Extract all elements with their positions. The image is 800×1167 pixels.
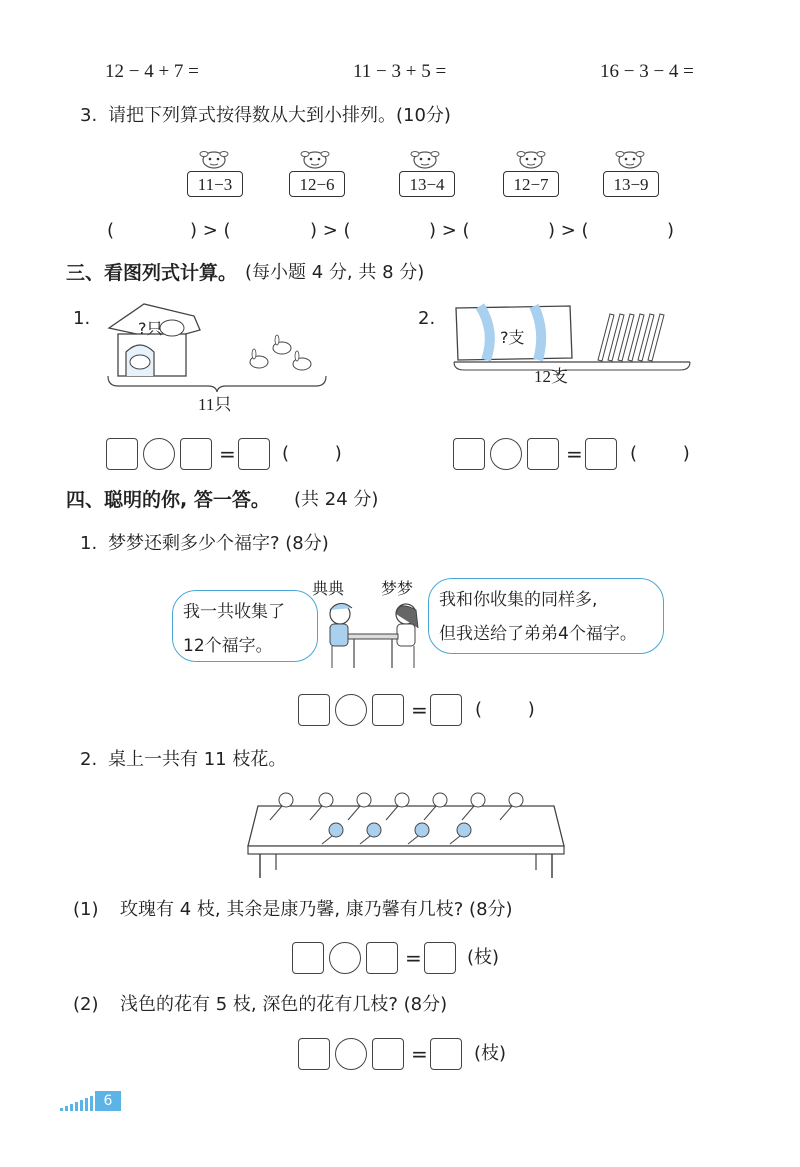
- equation-3: 16 − 3 − 4 =: [600, 61, 694, 82]
- answer-box[interactable]: [527, 438, 559, 470]
- speech-bubble-right: [428, 578, 664, 654]
- s3-p1-total-label: 11只: [198, 395, 232, 414]
- operator-circle[interactable]: [329, 942, 361, 974]
- pen-gift-box-illustration: [450, 302, 700, 382]
- s3-p2-hidden-label: ?支: [500, 328, 525, 347]
- operator-circle[interactable]: [143, 438, 175, 470]
- cow-mascot-icon: [298, 147, 332, 169]
- cow-mascot-icon: [408, 147, 442, 169]
- section-3-note: (每小题 4 分, 共 8 分): [245, 262, 425, 283]
- s4-q2-sub1-label: (1): [73, 899, 99, 920]
- equation-1: 12 − 4 + 7 =: [105, 61, 199, 82]
- s3-p1-hidden-label: ?只: [138, 319, 163, 338]
- order-slot-1[interactable]: ) > (: [190, 220, 231, 241]
- result-box[interactable]: [430, 1038, 462, 1070]
- order-slot-open: (: [107, 220, 115, 241]
- unit-blank[interactable]: ( ): [475, 699, 535, 720]
- section-3-title: 三、看图列式计算。: [66, 262, 238, 284]
- answer-box[interactable]: [180, 438, 212, 470]
- answer-box[interactable]: [366, 942, 398, 974]
- equals-sign: =: [411, 698, 428, 722]
- bubble-left-line-2: 12个福字。: [183, 636, 273, 656]
- section-4-title: 四、聪明的你, 答一答。: [66, 489, 270, 511]
- s4-q2-sub1-text: 玫瑰有 4 枝, 其余是康乃馨, 康乃馨有几枝? (8分): [120, 899, 513, 920]
- page-bars-icon: [60, 1096, 94, 1111]
- cow-mascot-icon: [613, 147, 647, 169]
- s4-q2-sub2-label: (2): [73, 994, 99, 1015]
- section-4-note: (共 24 分): [294, 489, 379, 510]
- cow-mascot-icon: [514, 147, 548, 169]
- result-box[interactable]: [424, 942, 456, 974]
- flowers-on-table-illustration: [246, 786, 566, 880]
- answer-box[interactable]: [298, 694, 330, 726]
- result-box[interactable]: [238, 438, 270, 470]
- bubble-right-line-1: 我和你收集的同样多,: [439, 590, 598, 610]
- rabbit-house-illustration: [104, 300, 330, 392]
- order-slot-4[interactable]: ) > (: [548, 220, 589, 241]
- s4-q2-prompt: 桌上一共有 11 枝花。: [108, 749, 287, 770]
- answer-box[interactable]: [298, 1038, 330, 1070]
- result-box[interactable]: [430, 694, 462, 726]
- expression-card-1: 11−3: [187, 171, 243, 197]
- operator-circle[interactable]: [335, 1038, 367, 1070]
- expression-card-3: 13−4: [399, 171, 455, 197]
- unit-label: (枝): [467, 947, 500, 968]
- q3-number: 3.: [80, 105, 98, 126]
- s4-q1-number: 1.: [80, 533, 98, 554]
- page-number: 6: [95, 1091, 121, 1111]
- equals-sign: =: [566, 442, 583, 466]
- speech-bubble-left: [172, 590, 318, 662]
- answer-box[interactable]: [106, 438, 138, 470]
- equation-2: 11 − 3 + 5 =: [353, 61, 447, 82]
- result-box[interactable]: [585, 438, 617, 470]
- unit-blank[interactable]: ( ): [282, 443, 342, 464]
- bubble-left-line-1: 我一共收集了: [183, 602, 285, 622]
- order-slot-2[interactable]: ) > (: [310, 220, 351, 241]
- s3-p2-number: 2.: [418, 308, 436, 329]
- operator-circle[interactable]: [335, 694, 367, 726]
- expression-card-5: 13−9: [603, 171, 659, 197]
- answer-box[interactable]: [372, 694, 404, 726]
- order-slot-close[interactable]: ): [667, 220, 675, 241]
- equals-sign: =: [219, 442, 236, 466]
- s3-p1-number: 1.: [73, 308, 91, 329]
- name-diandian: 典典: [312, 579, 345, 598]
- name-mengmeng: 梦梦: [381, 579, 414, 598]
- cow-mascot-icon: [197, 147, 231, 169]
- answer-box[interactable]: [292, 942, 324, 974]
- s4-q1-prompt: 梦梦还剩多少个福字? (8分): [108, 533, 329, 554]
- unit-blank[interactable]: ( ): [630, 443, 690, 464]
- s4-q2-sub2-text: 浅色的花有 5 枝, 深色的花有几枝? (8分): [120, 994, 448, 1015]
- equals-sign: =: [405, 946, 422, 970]
- order-slot-3[interactable]: ) > (: [429, 220, 470, 241]
- s4-q2-number: 2.: [80, 749, 98, 770]
- equals-sign: =: [411, 1042, 428, 1066]
- expression-card-4: 12−7: [503, 171, 559, 197]
- expression-card-2: 12−6: [289, 171, 345, 197]
- s3-p2-total-label: 12支: [534, 367, 568, 386]
- bubble-right-line-2: 但我送给了弟弟4个福字。: [439, 624, 637, 644]
- answer-box[interactable]: [453, 438, 485, 470]
- operator-circle[interactable]: [490, 438, 522, 470]
- answer-box[interactable]: [372, 1038, 404, 1070]
- children-at-table-illustration: [318, 598, 428, 672]
- unit-label: (枝): [474, 1043, 507, 1064]
- q3-prompt: 请把下列算式按得数从大到小排列。(10分): [108, 105, 451, 126]
